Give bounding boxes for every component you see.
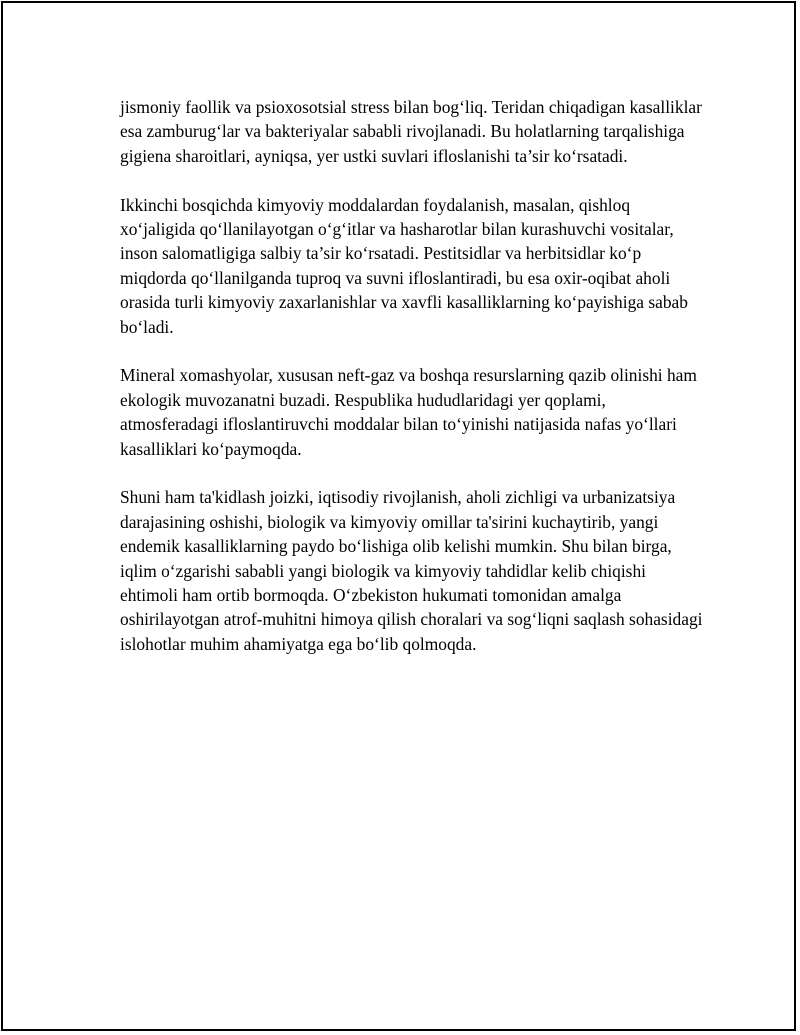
- document-page: [1, 1, 796, 1031]
- document-body: [120, 95, 705, 681]
- paragraph-3: Mineral xomashyolar, xususan neft-gaz va boshqa resurslarning qazib olinishi ham ekologik muvozanatni buzadi. Respublika hududlaridagi yer qoplami, atmosferadagi ifloslantiruvchi moddalar bilan to‘yinishi natijasida nafas yo‘llari kasalliklari ko‘paymoqda.: [120, 365, 697, 459]
- paragraph-4: Shuni ham ta'kidlash joizki, iqtisodiy rivojlanish, aholi zichligi va urbanizatsiya darajasining oshishi, biologik va kimyoviy omillar ta'sirini kuchaytirib, yangi endemik kasalliklarning paydo bo‘lishiga olib kelishi mumkin. Shu bilan birga, iqlim o‘zgarishi sababli yangi biologik va kimyoviy tahdidlar kelib chiqishi ehtimoli ham ortib bormoqda. O‘zbekiston hukumati tomonidan amalga oshirilayotgan atrof-muhitni himoya qilish choralari va sog‘liqni saqlash sohasidagi islohotlar muhim ahamiyatga ega bo‘lib qolmoqda.: [120, 487, 703, 654]
- paragraph-2: Ikkinchi bosqichda kimyoviy moddalardan foydalanish, masalan, qishloq xo‘jaligida qo‘llanilayotgan o‘g‘itlar va hasharotlar bilan kurashuvchi vositalar, inson salomatligiga salbiy ta’sir ko‘rsatadi. Pestitsidlar va herbitsidlar ko‘p miqdorda qo‘llanilganda tuproq va suvni ifloslantiradi, bu esa oxir-oqibat aholi orasida turli kimyoviy zaxarlanishlar va xavfli kasalliklarning ko‘payishiga sabab bo‘ladi.: [120, 194, 688, 337]
- paragraph-1: jismoniy faollik va psioxosotsial stress bilan bog‘liq. Teridan chiqadigan kasalliklar esa zamburug‘lar va bakteriyalar sababli rivojlanadi. Bu holatlarning tarqalishiga gigiena sharoitlari, ayniqsa, yer ustki suvlari ifloslanishi ta’sir ko‘rsatadi.: [120, 97, 702, 166]
